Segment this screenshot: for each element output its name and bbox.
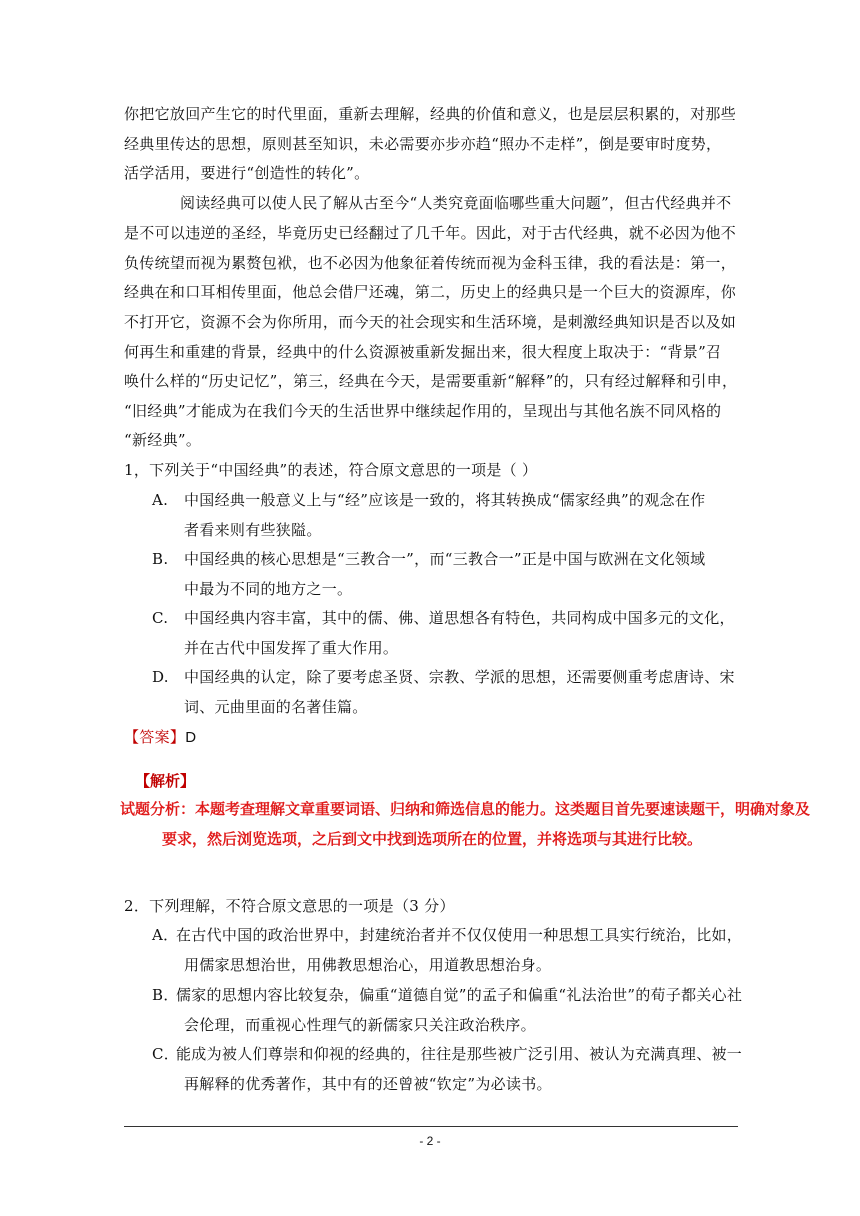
option-text: 中国经典的核心思想是“三教合一”，而“三教合一”正是中国与欧洲在文化领域 (184, 550, 706, 568)
page-number: - 2 - (419, 1134, 441, 1148)
option-text: 中最为不同的地方之一。 (184, 580, 353, 598)
question-stem: 1，下列关于“中国经典”的表述，符合原文意思的一项是（ ） (124, 461, 538, 479)
passage-line: 阅读经典可以使人民了解从古至今“人类究竟面临哪些重大问题”，但古代经典并不 (180, 194, 732, 212)
passage-line: 经典在和口耳相传里面，他总会借尸还魂，第二，历史上的经典只是一个巨大的资源库，你 (124, 283, 737, 301)
passage-line: 不打开它，资源不会为你所用，而今天的社会现实和生活环境，是刺激经典知识是否以及如 (124, 313, 737, 331)
option-text: 中国经典内容丰富，其中的儒、佛、道思想各有特色，共同构成中国多元的文化， (184, 609, 735, 627)
answer-line (124, 727, 196, 748)
option-text: 并在古代中国发挥了重大作用。 (184, 639, 399, 657)
option-text: 中国经典一般意义上与“经”应该是一致的，将其转换成“儒家经典”的观念在作 (184, 491, 706, 509)
passage-line: 负传统望而视为累赘包袱，也不必因为他象征着传统而视为金科玉律，我的看法是：第一， (124, 254, 737, 272)
analysis-label: 【解析】 (135, 772, 196, 790)
passage-line: “新经典”。 (124, 431, 202, 449)
option-text: 者看来则有些狭隘。 (184, 521, 322, 539)
option-text: 会伦理，而重视心性理气的新儒家只关注政治秩序。 (184, 1016, 536, 1034)
option-letter: C． (152, 1045, 180, 1063)
option-text: 能成为被人们尊崇和仰视的经典的，往往是那些被广泛引用、被认为充满真理、被一 (176, 1045, 743, 1063)
analysis-text: 要求，然后浏览选项，之后到文中找到选项所在的位置，并将选项与其进行比较。 (162, 830, 703, 848)
option-text: 儒家的思想内容比较复杂，偏重“道德自觉”的孟子和偏重“礼法治世”的荀子都关心社 (176, 986, 743, 1004)
option-letter: A. (152, 491, 169, 509)
footer-divider (124, 1126, 738, 1127)
option-text: 在古代中国的政治世界中，封建统治者并不仅仅使用一种思想工具实行统治，比如， (176, 926, 743, 944)
option-text: 词、元曲里面的名著佳篇。 (184, 698, 368, 716)
passage-line: 活学活用，要进行“创造性的转化”。 (124, 164, 370, 182)
analysis-text: 试题分析：本题考查理解文章重要词语、归纳和筛选信息的能力。这类题目首先要速读题干，明确对象及 (120, 800, 811, 818)
option-letter: B. (152, 550, 169, 568)
option-letter: C. (152, 609, 169, 627)
passage-line: “旧经典”才能成为在我们今天的生活世界中继续起作用的，呈现出与其他名族不同风格的 (124, 402, 722, 420)
option-letter: B． (152, 986, 179, 1004)
answer-value: D (185, 729, 197, 746)
passage-line: 你把它放回产生它的时代里面，重新去理解，经典的价值和意义，也是层层积累的，对那些 (124, 105, 737, 123)
passage-line: 是不可以违逆的圣经，毕竟历史已经翻过了几千年。因此，对于古代经典，就不必因为他不 (124, 224, 737, 242)
passage-line: 经典里传达的思想，原则甚至知识，未必需要亦步亦趋“照办不走样”，倒是要审时度势， (124, 135, 722, 153)
question-stem: 2．下列理解，不符合原文意思的一项是（3 分） (124, 897, 455, 915)
option-text: 再解释的优秀著作，其中有的还曾被“钦定”为必读书。 (184, 1075, 552, 1093)
option-text: 中国经典的认定，除了要考虑圣贤、宗教、学派的思想，还需要侧重考虑唐诗、宋 (184, 668, 735, 686)
option-letter: A． (152, 926, 179, 944)
passage-line: 何再生和重建的背景，经典中的什么资源被重新发掘出来，很大程度上取决于：“背景”召 (124, 343, 722, 361)
passage-line: 唤什么样的“历史记忆”，第三，经典在今天，是需要重新“解释”的，只有经过解释和引申， (124, 372, 738, 390)
answer-tag: 【答案】 (124, 728, 186, 746)
option-letter: D. (152, 668, 169, 686)
option-text: 用儒家思想治世，用佛教思想治心，用道教思想治身。 (184, 956, 552, 974)
